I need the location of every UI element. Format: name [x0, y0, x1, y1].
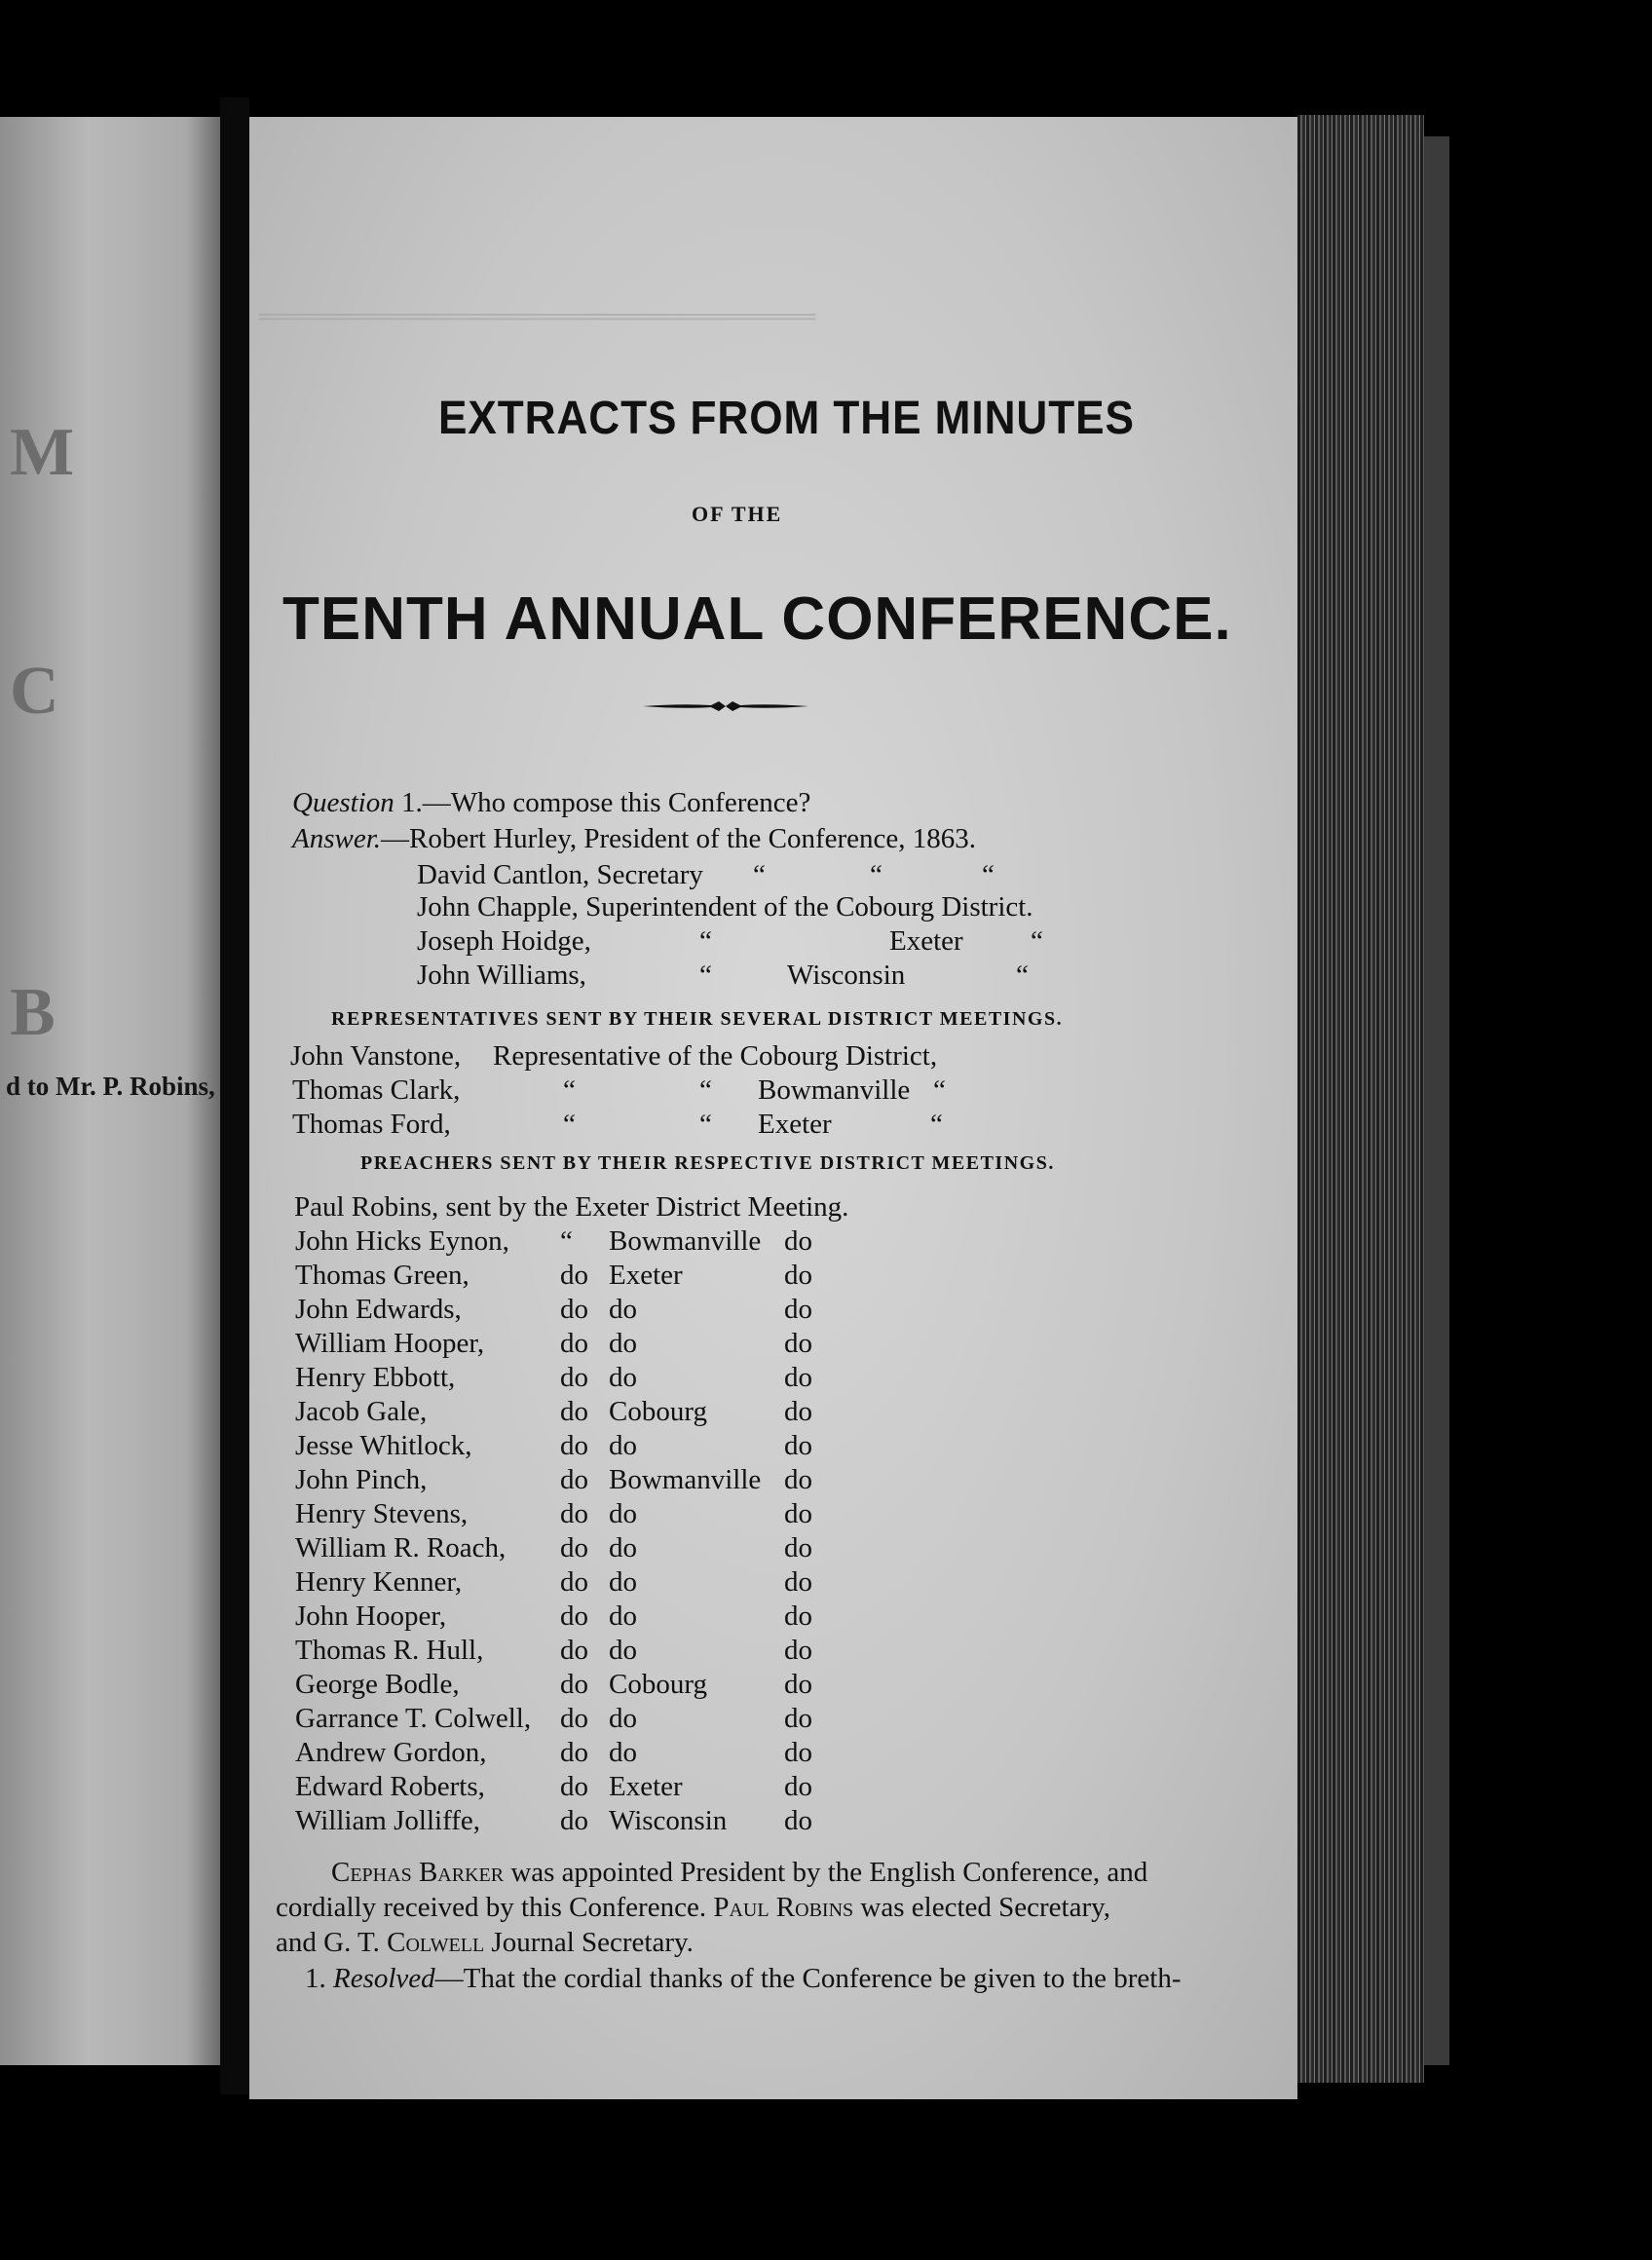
preacher-column-1: do [560, 1771, 588, 1802]
ornamental-rule [643, 699, 808, 713]
question-label: Question [292, 787, 394, 818]
preacher-column-3: do [784, 1260, 812, 1291]
bleed-through-mark: M [10, 415, 75, 490]
preacher-name: John Hooper, [295, 1601, 447, 1632]
preacher-name: Jesse Whitlock, [295, 1430, 472, 1461]
preacher-name: Edward Roberts, [295, 1771, 485, 1802]
preacher-column-3: do [784, 1635, 812, 1666]
preacher-column-3: do [784, 1737, 812, 1768]
preacher-column-1: do [560, 1532, 588, 1563]
preacher-name: Henry Ebbott, [295, 1362, 456, 1393]
preacher-name: Henry Kenner, [295, 1566, 463, 1598]
preacher-district: do [609, 1566, 637, 1598]
bleed-through-mark: B [10, 975, 56, 1050]
preacher-name: John Pinch, [295, 1464, 428, 1495]
preacher-name: William R. Roach, [295, 1532, 507, 1563]
bleed-through-mark: C [10, 654, 59, 729]
bleed-through-text: ═══════════════════════════════ [259, 302, 816, 330]
preacher-column-3: do [784, 1464, 812, 1495]
preacher-district: Cobourg [609, 1669, 707, 1700]
preacher-column-1: do [560, 1362, 588, 1393]
preacher-column-1: do [560, 1430, 588, 1461]
preacher-district: Bowmanville [609, 1225, 762, 1257]
preacher-name: Henry Stevens, [295, 1498, 469, 1529]
preacher-district: do [609, 1362, 637, 1393]
preacher-name: John Edwards, [295, 1294, 462, 1325]
question-line [292, 787, 810, 819]
closing-line: cordially received by this Conference. Paul Robins was elected Secretary, [276, 1892, 1110, 1923]
preacher-name: George Bodle, [295, 1669, 460, 1700]
book-cover-edge [1424, 136, 1449, 2065]
preacher-column-3: do [784, 1225, 812, 1257]
preacher-column-3: do [784, 1601, 812, 1632]
journal-secretary-name: Colwell [387, 1927, 485, 1958]
preacher-name: William Hooper, [295, 1328, 485, 1359]
resolution-line: 1. Resolved—That the cordial thanks of the Conference be given to the breth- [305, 1963, 1182, 1994]
preacher-district: do [609, 1328, 637, 1359]
preacher-column-3: do [784, 1669, 812, 1700]
preacher-column-3: do [784, 1328, 812, 1359]
question-text: 1.—Who compose this Conference? [400, 787, 811, 818]
preacher-district: Bowmanville [609, 1464, 762, 1495]
preacher-column-1: do [560, 1566, 588, 1598]
preacher-name: Thomas Green, [295, 1260, 469, 1291]
secretary-name: Paul Robins [713, 1892, 854, 1923]
representatives-heading: REPRESENTATIVES SENT BY THEIR SEVERAL DISTRICT MEETINGS. [331, 1008, 1064, 1030]
preacher-district: Exeter [609, 1771, 683, 1802]
preacher-column-3: do [784, 1430, 812, 1461]
page-block-edges [1297, 115, 1424, 2083]
left-facing-page [0, 117, 220, 2065]
closing-line: Cephas Barker was appointed President by the English Conference, and [331, 1857, 1148, 1888]
preacher-district: do [609, 1635, 637, 1666]
preacher-district: do [609, 1294, 637, 1325]
preacher-district: Cobourg [609, 1396, 707, 1427]
page-title: EXTRACTS FROM THE MINUTES [438, 393, 1135, 444]
preacher-column-3: do [784, 1805, 812, 1836]
closing-line: and G. T. Colwell Journal Secretary. [276, 1927, 694, 1958]
preacher-column-1: do [560, 1601, 588, 1632]
preacher-district: do [609, 1498, 637, 1529]
preacher-column-3: do [784, 1498, 812, 1529]
conference-title: TENTH ANNUAL CONFERENCE. [282, 585, 1232, 653]
preachers-intro: Paul Robins, sent by the Exeter District Meeting. [294, 1191, 849, 1223]
preacher-district: do [609, 1430, 637, 1461]
preacher-district: do [609, 1737, 637, 1768]
preacher-column-1: do [560, 1498, 588, 1529]
answer-label: Answer. [292, 823, 382, 854]
book-gutter [220, 97, 249, 2094]
title-connector: OF THE [692, 502, 783, 526]
preacher-column-3: do [784, 1396, 812, 1427]
preacher-name: Thomas R. Hull, [295, 1635, 484, 1666]
preacher-column-1: do [560, 1805, 588, 1836]
preacher-district: do [609, 1601, 637, 1632]
answer-line [292, 823, 976, 855]
preacher-district: Wisconsin [609, 1805, 728, 1836]
resolved-label: Resolved [333, 1963, 435, 1994]
preacher-name: Jacob Gale, [295, 1396, 428, 1427]
left-page-fragment: d to Mr. P. Robins, [6, 1072, 215, 1101]
preacher-column-1: do [560, 1737, 588, 1768]
preachers-heading: PREACHERS SENT BY THEIR RESPECTIVE DISTRICT MEETINGS. [360, 1152, 1055, 1174]
preacher-column-3: do [784, 1566, 812, 1598]
preacher-column-1: do [560, 1396, 588, 1427]
preacher-column-1: do [560, 1669, 588, 1700]
preacher-column-1: do [560, 1260, 588, 1291]
preacher-column-3: do [784, 1771, 812, 1802]
preacher-district: Exeter [609, 1260, 683, 1291]
preacher-column-1: do [560, 1464, 588, 1495]
answer-text: —Robert Hurley, President of the Conference, 1863. [381, 823, 977, 854]
preacher-name: William Jolliffe, [295, 1805, 480, 1836]
president-name: Cephas Barker [331, 1857, 505, 1888]
preacher-district: do [609, 1532, 637, 1563]
preacher-column-1: do [560, 1635, 588, 1666]
preacher-column-3: do [784, 1362, 812, 1393]
preacher-district: do [609, 1703, 637, 1734]
preacher-column-3: do [784, 1532, 812, 1563]
preacher-column-1: do [560, 1703, 588, 1734]
preacher-name: Andrew Gordon, [295, 1737, 487, 1768]
preacher-column-3: do [784, 1294, 812, 1325]
preacher-column-1: do [560, 1294, 588, 1325]
preacher-column-1: “ [560, 1225, 573, 1257]
preacher-column-3: do [784, 1703, 812, 1734]
preacher-name: John Hicks Eynon, [295, 1225, 509, 1257]
preacher-name: Garrance T. Colwell, [295, 1703, 532, 1734]
preacher-column-1: do [560, 1328, 588, 1359]
